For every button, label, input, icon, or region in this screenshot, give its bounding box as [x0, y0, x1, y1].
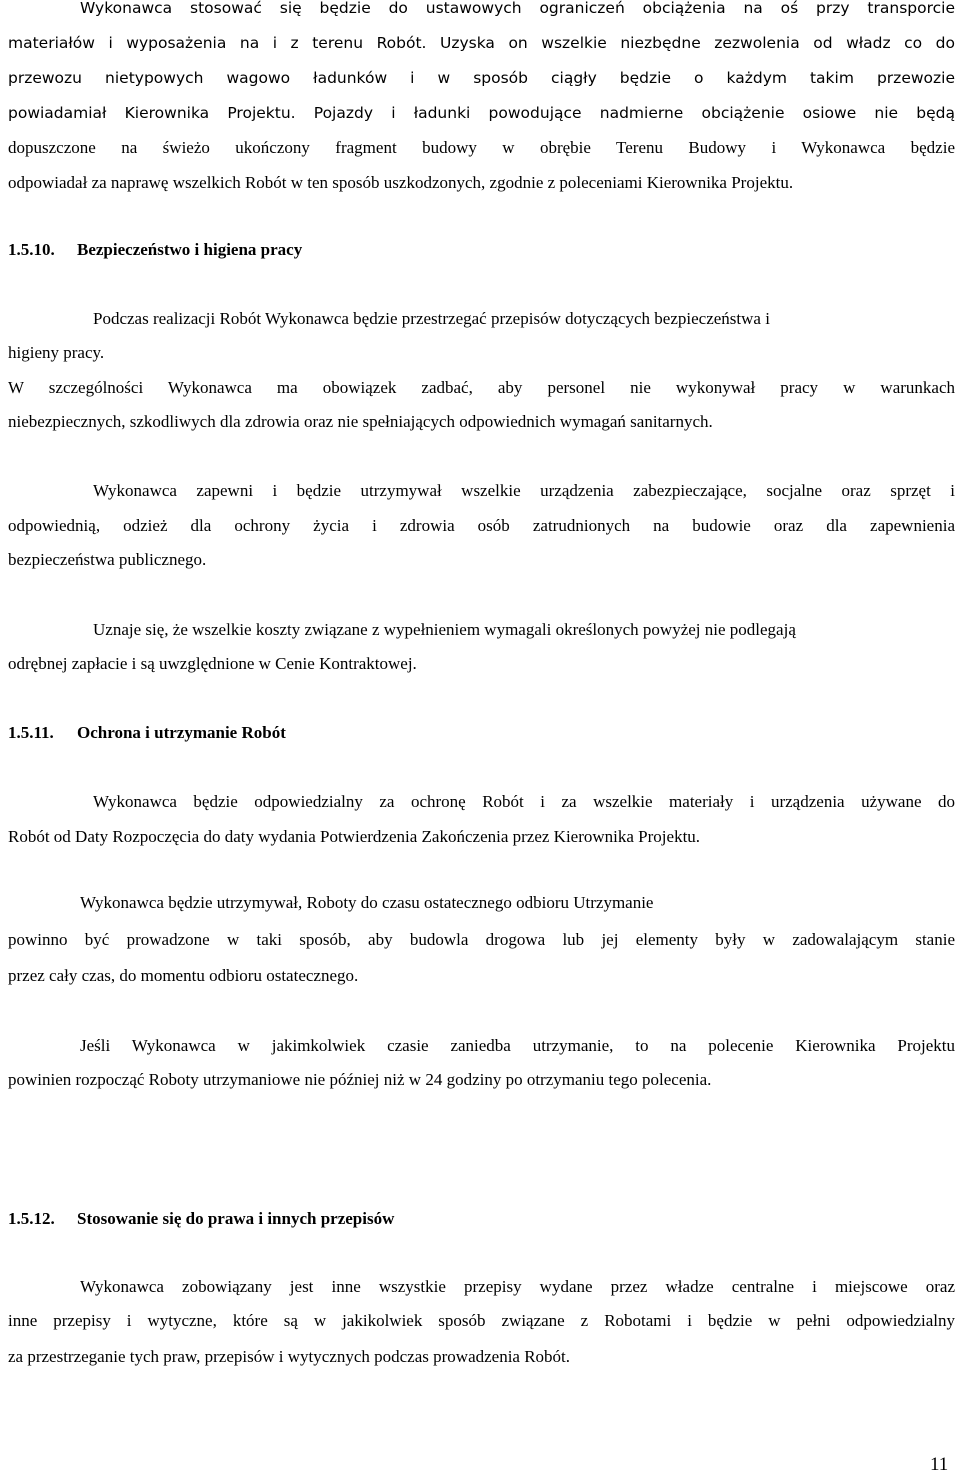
- paragraph-line: W szczególności Wykonawca ma obowiązek zadbać, aby personel nie wykonywał pracy w warunkach: [8, 378, 955, 397]
- paragraph-line: Podczas realizacji Robót Wykonawca będzie przestrzegać przepisów dotyczących bezpieczeństwa i: [93, 309, 770, 328]
- page-number: 11: [930, 1454, 949, 1475]
- section-title: Ochrona i utrzymanie Robót: [77, 723, 286, 742]
- paragraph-line: Uznaje się, że wszelkie koszty związane z wypełnieniem wymagali określonych powyżej nie podlegają: [93, 620, 796, 639]
- paragraph-line: Wykonawca będzie utrzymywał, Roboty do czasu ostatecznego odbioru Utrzymanie: [80, 893, 654, 912]
- paragraph-line: odrębnej zapłacie i są uwzględnione w Cenie Kontraktowej.: [8, 654, 417, 673]
- section-number: 1.5.11.: [8, 723, 54, 742]
- paragraph-line: Wykonawca stosować się będzie do ustawowych ograniczeń obciążenia na oś przy transporcie: [80, 0, 955, 17]
- paragraph-line: Wykonawca będzie odpowiedzialny za ochronę Robót i za wszelkie materiały i urządzenia używane do: [93, 792, 955, 811]
- section-number: 1.5.10.: [8, 240, 55, 259]
- section-number: 1.5.12.: [8, 1209, 55, 1228]
- section-title: Bezpieczeństwo i higiena pracy: [77, 240, 303, 259]
- paragraph-line: przez cały czas, do momentu odbioru ostatecznego.: [8, 966, 359, 985]
- paragraph-line: za przestrzeganie tych praw, przepisów i wytycznych podczas prowadzenia Robót.: [8, 1347, 571, 1366]
- paragraph-line: higieny pracy.: [8, 343, 105, 362]
- paragraph-line: powinno być prowadzone w taki sposób, aby budowla drogowa lub jej elementy były w zadowalającym stanie: [8, 930, 955, 949]
- paragraph-line: powiadamiał Kierownika Projektu. Pojazdy i ładunki powodujące nadmierne obciążenie osiowe nie będą: [8, 104, 955, 122]
- paragraph-line: odpowiednią, odzież dla ochrony życia i zdrowia osób zatrudnionych na budowie oraz dla zapewnienia: [8, 516, 955, 535]
- paragraph-line: niebezpiecznych, szkodliwych dla zdrowia oraz nie spełniających odpowiednich wymagań sanitarnych.: [8, 412, 713, 431]
- section-heading-1-5-11: [8, 723, 286, 743]
- paragraph-line: odpowiadał za naprawę wszelkich Robót w ten sposób uszkodzonych, zgodnie z poleceniami Kierownika Projektu.: [8, 173, 794, 192]
- paragraph-line: przewozu nietypowych wagowo ładunków i w sposób ciągły będzie o każdym takim przewozie: [8, 69, 955, 87]
- section-heading-1-5-12: [8, 1209, 395, 1229]
- section-title: Stosowanie się do prawa i innych przepisów: [77, 1209, 395, 1228]
- paragraph-line: Jeśli Wykonawca w jakimkolwiek czasie zaniedba utrzymanie, to na polecenie Kierownika Projektu: [80, 1036, 955, 1055]
- paragraph-line: powinien rozpocząć Roboty utrzymaniowe nie później niż w 24 godziny po otrzymaniu tego polecenia.: [8, 1070, 712, 1089]
- paragraph-line: bezpieczeństwa publicznego.: [8, 550, 207, 569]
- paragraph-line: Wykonawca zobowiązany jest inne wszystkie przepisy wydane przez władze centralne i miejscowe oraz: [80, 1277, 955, 1296]
- paragraph-line: dopuszczone na świeżo ukończony fragment budowy w obrębie Terenu Budowy i Wykonawca będzie: [8, 138, 955, 157]
- paragraph-line: materiałów i wyposażenia na i z terenu Robót. Uzyska on wszelkie niezbędne zezwolenia od władz co do: [8, 34, 955, 52]
- paragraph-line: Robót od Daty Rozpoczęcia do daty wydania Potwierdzenia Zakończenia przez Kierownika Projektu.: [8, 827, 701, 846]
- section-heading-1-5-10: [8, 240, 303, 260]
- paragraph-line: Wykonawca zapewni i będzie utrzymywał wszelkie urządzenia zabezpieczające, socjalne oraz sprzęt i: [93, 481, 955, 500]
- paragraph-line: inne przepisy i wytyczne, które są w jakikolwiek sposób związane z Robotami i będzie w pełni odpowiedzialny: [8, 1311, 955, 1330]
